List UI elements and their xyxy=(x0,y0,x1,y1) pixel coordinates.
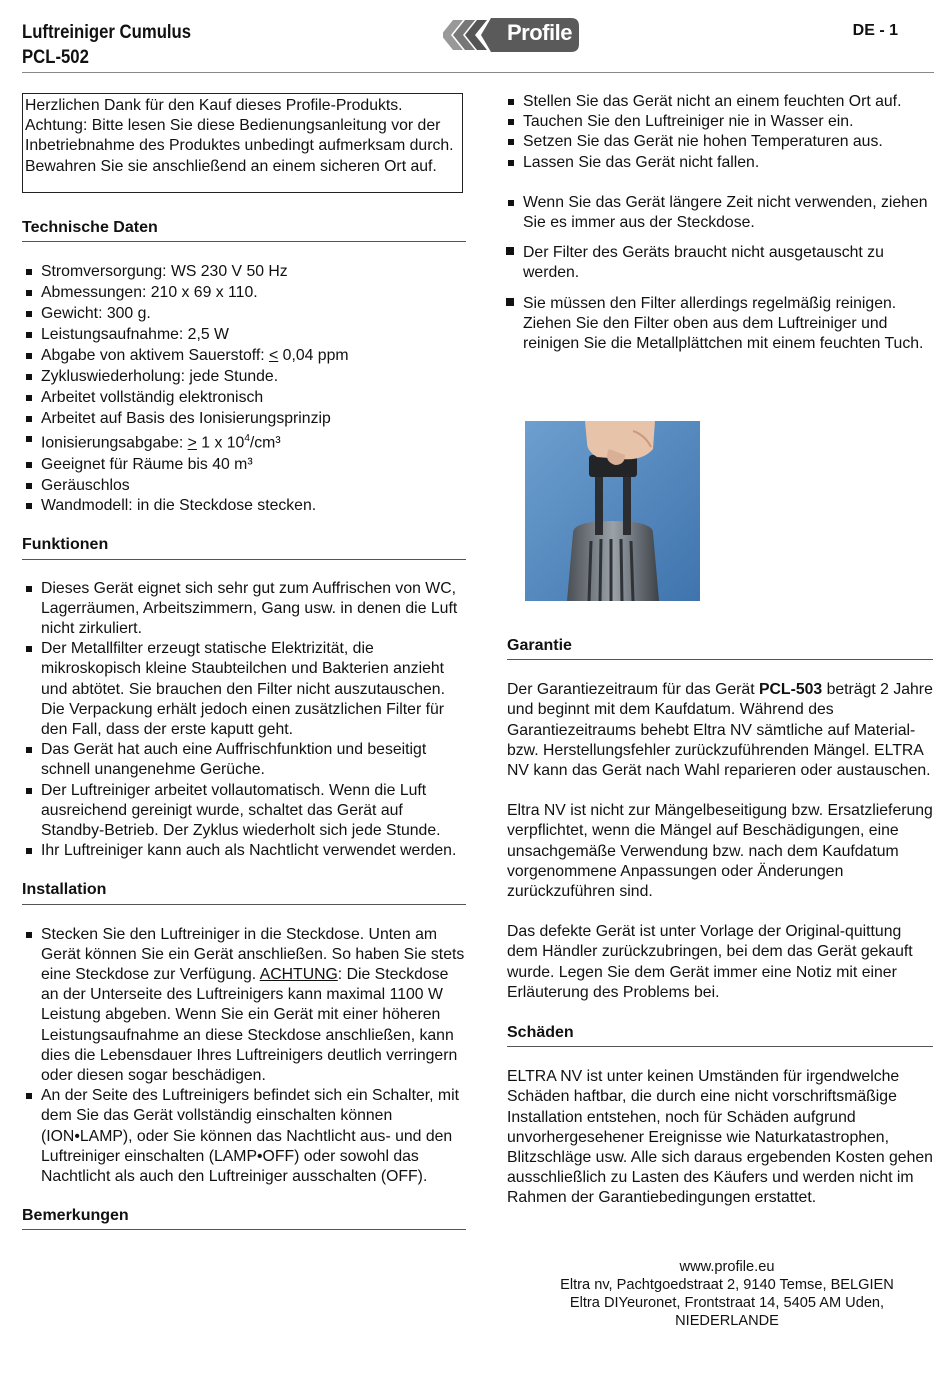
list-item: Ihr Luftreiniger kann auch als Nachtlicht verwendet werden. xyxy=(22,841,466,861)
page-header xyxy=(22,18,934,73)
website-link[interactable]: www.profile.eu xyxy=(679,1259,775,1275)
document-title xyxy=(22,20,191,70)
list-item: Das Gerät hat auch eine Auffrischfunktion und beseitigt schnell unangenehme Gerüche. xyxy=(22,740,466,780)
address-country: NIEDERLANDE xyxy=(675,1313,779,1329)
list-item: Zykluswiederholung: jede Stunde. xyxy=(22,367,466,388)
product-name: Luftreiniger Cumulus xyxy=(22,22,192,43)
intro-text: Herzlichen Dank für den Kauf dieses Profile-Produkts. Achtung: Bitte lesen Sie diese Bedienungsanleitung vor der Inbetriebnahme des Produktes unbedingt aufmerksam durch. Bewahren Sie sie anschließend an einem sicheren Ort auf. xyxy=(25,97,454,175)
section-heading-funktionen: Funktionen xyxy=(22,535,466,559)
list-item: Der Metallfilter erzeugt statische Elektrizität, die mikroskopisch kleine Staubteilchen und Bakterien anzieht und abtötet. Sie brauchen den Filter nicht auszutauschen. Die Verpackung erhält jedoch einen zusätzlichen Filter für den Fall, dass der erste kaputt geht. xyxy=(22,639,466,740)
function-list xyxy=(22,579,466,862)
left-column xyxy=(22,218,466,1230)
warranty-paragraph-1: Der Garantiezeitraum für das Gerät PCL-503 beträgt 2 Jahre und beginnt mit dem Kaufdatum. Während des Garantiezeitraums behebt Eltra NV sämtliche auf Material- bzw. Herstellungsfehler zurückzuführenden Mängel. ELTRA NV kann das Gerät nach Wahl reparieren oder austauschen. xyxy=(507,681,933,780)
notes-list xyxy=(504,92,934,173)
list-item: Tauchen Sie den Luftreiniger nie in Wasser ein. xyxy=(504,112,934,132)
address-netherlands: Eltra DIYeuronet, Frontstraat 14, 5405 AM Uden, xyxy=(569,1295,885,1311)
list-item: Stellen Sie das Gerät nicht an einem feuchten Ort auf. xyxy=(504,92,934,112)
section-heading-garantie: Garantie xyxy=(507,636,933,660)
profile-logo xyxy=(443,18,583,52)
list-item: Wandmodell: in die Steckdose stecken. xyxy=(22,496,466,517)
list-item: Arbeitet vollständig elektronisch xyxy=(22,388,466,409)
installation-list xyxy=(22,925,466,1188)
page-number: DE - 1 xyxy=(852,22,898,39)
intro-box xyxy=(22,93,463,193)
list-item: Stromversorgung: WS 230 V 50 Hz xyxy=(22,262,466,283)
list-item: Der Filter des Geräts braucht nicht ausgetauscht zu werden. xyxy=(504,243,934,283)
company-footer xyxy=(507,1258,947,1330)
list-item: Setzen Sie das Gerät nie hohen Temperaturen aus. xyxy=(504,132,934,152)
model-number: PCL-502 xyxy=(22,47,89,68)
section-heading-installation: Installation xyxy=(22,880,466,904)
notes-list-2 xyxy=(504,193,934,354)
list-item: An der Seite des Luftreinigers befindet sich ein Schalter, mit dem Sie das Gerät vollständig einschalten können (ION•LAMP), oder Sie können das Nachtlicht aus- und den Luftreiniger einschalten (LAMP•OFF) oder sowohl das Nachtlicht als auch den Luftreiniger ausschalten (OFF). xyxy=(22,1086,466,1187)
spec-list xyxy=(22,262,466,517)
list-item: Lassen Sie das Gerät nicht fallen. xyxy=(504,153,934,173)
brand-name: Profile xyxy=(507,20,572,45)
warranty-paragraph-3: Das defekte Gerät ist unter Vorlage der Original-quittung dem Händler zurückzubringen, bei dem das Gerät gekauft wurde. Legen Sie dem Gerät immer eine Notiz mit einer Erläuterung des Problems bei. xyxy=(507,923,913,1001)
list-item: Arbeitet auf Basis des Ionisierungsprinzip xyxy=(22,409,466,430)
damages-paragraph: ELTRA NV ist unter keinen Umständen für irgendwelche Schäden haftbar, die durch eine nicht vorschriftsmäßige Installation entstehen, noch für Schäden aufgrund unvorhergesehener Ereignisse wie Naturkatastrophen, Blitzschläge usw. Alle sich daraus ergebenden Kosten gehen ausschließlich zu Lasten des Käufers und werden nicht im Rahmen der Garantiebedingungen erstattet. xyxy=(507,1068,933,1207)
list-item: Abgabe von aktivem Sauerstoff: < 0,04 ppm xyxy=(22,346,466,367)
list-item: Wenn Sie das Gerät längere Zeit nicht verwenden, ziehen Sie es immer aus der Steckdose. xyxy=(504,193,934,233)
hand-pulling-filter-icon xyxy=(525,421,700,601)
right-column-notes xyxy=(504,92,934,354)
list-item: Dieses Gerät eignet sich sehr gut zum Auffrischen von WC, Lagerräumen, Arbeitszimmern, Gang usw. in denen die Luft nicht zirkuliert. xyxy=(22,579,466,640)
address-belgium: Eltra nv, Pachtgoedstraat 2, 9140 Temse, BELGIEN xyxy=(560,1277,894,1293)
section-heading-bemerkungen: Bemerkungen xyxy=(22,1206,466,1230)
list-item: Gewicht: 300 g. xyxy=(22,304,466,325)
list-item: Leistungsaufnahme: 2,5 W xyxy=(22,325,466,346)
list-item: Geräuschlos xyxy=(22,476,466,497)
filter-removal-photo xyxy=(525,421,700,601)
section-heading-schaeden: Schäden xyxy=(507,1023,933,1047)
list-item: Der Luftreiniger arbeitet vollautomatisch. Wenn die Luft ausreichend gereinigt wurde, schaltet das Gerät auf Standby-Betrieb. Der Zyklus wiederholt sich jede Stunde. xyxy=(22,781,466,842)
list-item: Sie müssen den Filter allerdings regelmäßig reinigen. Ziehen Sie den Filter oben aus dem Luftreiniger und reinigen Sie die Metallplättchen mit einem feuchten Tuch. xyxy=(504,294,934,355)
section-heading-technische-daten: Technische Daten xyxy=(22,218,466,242)
warranty-paragraph-2: Eltra NV ist nicht zur Mängelbeseitigung bzw. Ersatzlieferung verpflichtet, wenn die Mängel auf Beschädigungen, eine unsachgemäße Verwendung bzw. nach dem Kaufdatum vorgenommene Anpassungen oder Änderungen zurückzuführen sind. xyxy=(507,802,933,901)
list-item: Stecken Sie den Luftreiniger in die Steckdose. Unten am Gerät können Sie ein Gerät anschließen. So haben Sie stets eine Steckdose zur Verfügung. ACHTUNG: Die Steckdose an der Unterseite des Luftreinigers kann maximal 1100 W Leistung abgeben. Wenn Sie ein Gerät mit einer höheren Leistungsaufnahme an diese Steckdose anschließen, kann dies die Lebensdauer Ihres Luftreinigers deutlich verringern oder diesen sogar beschädigen. xyxy=(22,925,466,1087)
list-item: Abmessungen: 210 x 69 x 110. xyxy=(22,283,466,304)
right-column-warranty xyxy=(507,636,933,1209)
list-item: Geeignet für Räume bis 40 m³ xyxy=(22,455,466,476)
list-item: Ionisierungsabgabe: > 1 x $10^4$/cm³ xyxy=(22,429,466,454)
